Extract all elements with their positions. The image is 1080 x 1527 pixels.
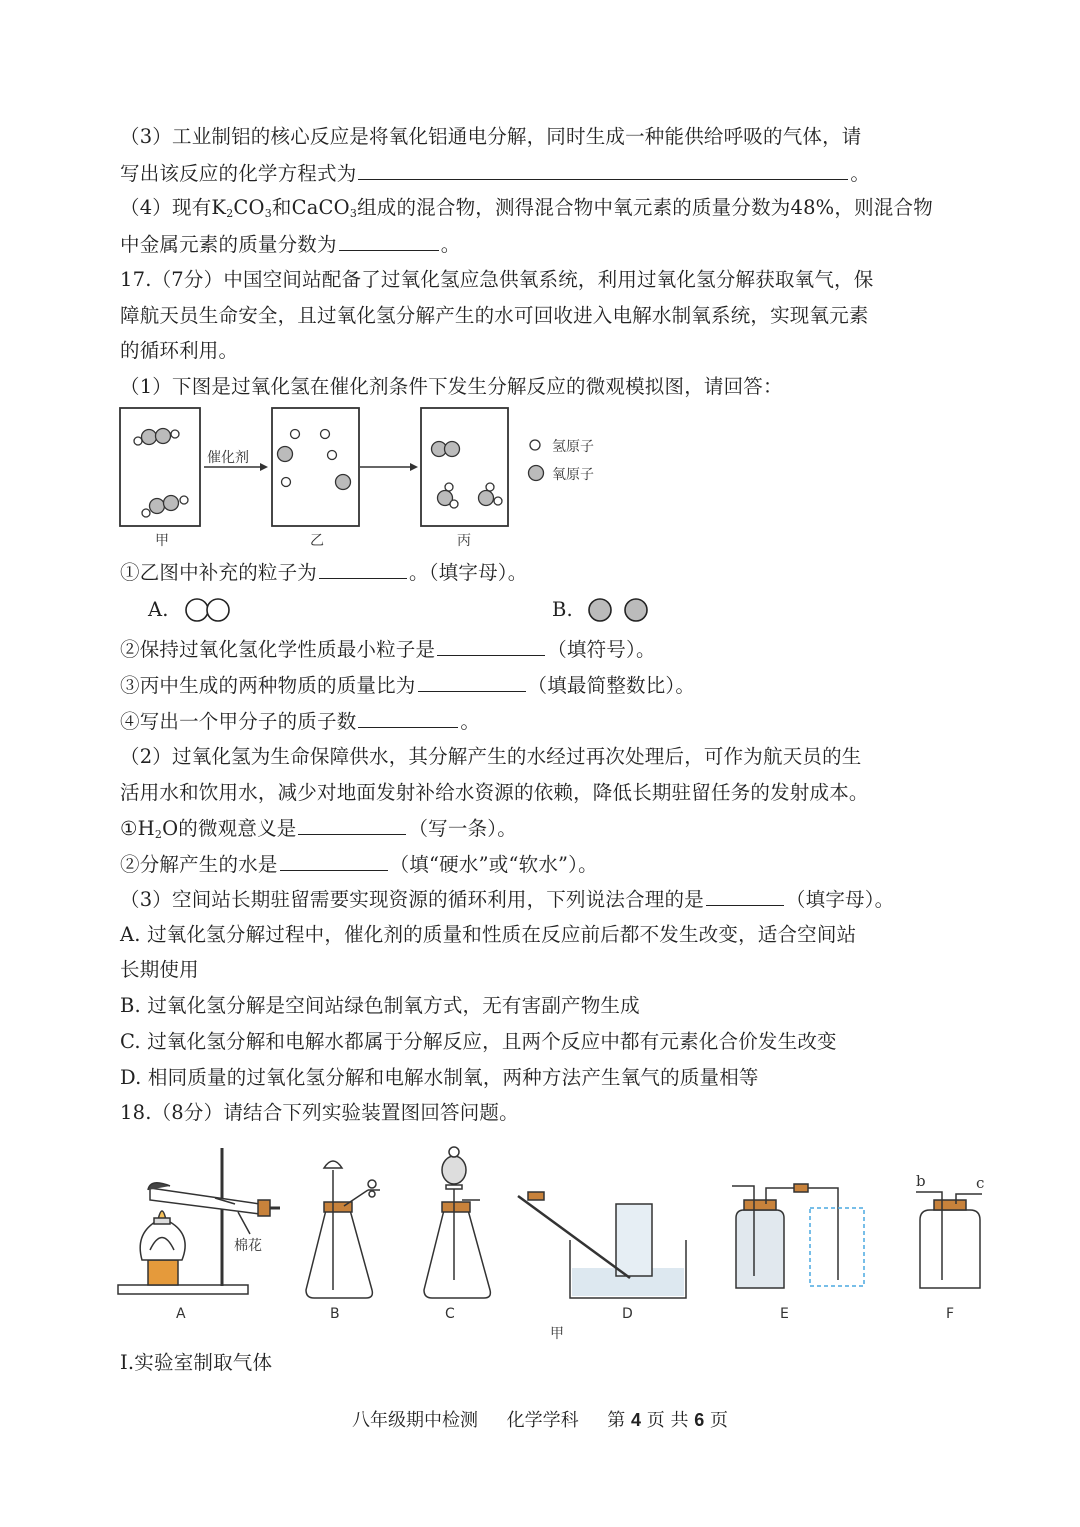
apparatus-b [306,1161,380,1298]
q17-sub3-end: （填最简整数比）。 [527,674,696,697]
q16-part3-line2 [120,161,870,186]
answer-blank[interactable] [358,161,848,180]
label-c: C [445,1306,455,1322]
q16-part3-line1: （3）工业制铝的核心反应是将氧化铝通电分解，同时生成一种能供给呼吸的气体，请 [120,125,862,148]
q17-sub4-end: 。 [460,710,481,733]
footer-page-suffix: 页 [709,1410,728,1431]
label-f: F [946,1306,955,1322]
arrow-head [260,463,268,471]
option-a-molecule [180,596,240,626]
footer-subject: 化学学科 [506,1410,579,1431]
q16-part4-text-c: CO [233,196,265,219]
q16-part4-text-a: （4）现有K [120,196,227,219]
answer-blank[interactable] [358,709,458,728]
q17-sub4-prompt: ④写出一个甲分子的质子数 [120,710,357,733]
label-jia: 甲 [155,533,169,549]
q17-sub6-end: （填“硬水”或“软水”）。 [389,853,598,876]
label-e: E [780,1306,789,1322]
q17-intro-line3: 的循环利用。 [120,339,239,362]
option-b-atoms [583,596,663,626]
apparatus-f [916,1192,982,1288]
apparatus-c [424,1147,490,1298]
section-heading: Ⅰ.实验室制取气体 [120,1351,273,1374]
q17-sub6 [120,852,598,877]
q16-part4-line1 [120,196,933,226]
apparatus-a [118,1148,280,1294]
q17-intro-line2: 障航天员生命安全，且过氧化氢分解产生的水可回收进入电解水制氧系统，实现氧元素 [120,304,869,327]
q16-part4-text-e: 和CaCO [271,196,350,219]
q17-intro-line1: 17.（7分）中国空间站配备了过氧化氢应急供氧系统，利用过氧化氢分解获取氧气，保 [120,268,874,291]
q17-part3-end: （填字母）。 [785,888,895,911]
water-molecule [438,483,459,508]
q17-sub5-text-c: O的微观意义是 [162,817,297,840]
q16-part4-line2 [120,232,460,257]
option-b-label[interactable]: B. [552,598,573,621]
q18-intro: 18.（8分）请结合下列实验装置图回答问题。 [120,1101,519,1124]
arrow-head [410,463,418,471]
oxygen-molecule [432,442,460,457]
label-b: B [330,1306,340,1322]
h2o2-molecule [142,496,188,518]
choice-c: C. 过氧化氢分解和电解水都属于分解反应，且两个反应中都有元素化合价发生改变 [120,1030,837,1053]
port-b-label: b [916,1172,926,1190]
q17-sub3 [120,673,695,698]
q16-part4-text-g: 组成的混合物，测得混合物中氧元素的质量分数为48%，则混合物 [357,196,933,219]
q17-part2-line1: （2）过氧化氢为生命保障供水，其分解产生的水经过再次处理后，可作为航天员的生 [120,745,862,768]
q17-part1: （1）下图是过氧化氢在催化剂条件下发生分解反应的微观模拟图，请回答： [120,375,783,398]
label-a: A [176,1306,186,1322]
catalyst-label: 催化剂 [207,450,249,466]
figure-label: 甲 [550,1326,564,1342]
q17-sub2 [120,637,656,662]
box-bing [421,408,508,526]
q16-part4-end: 。 [440,233,461,256]
footer-page-prefix: 第 [607,1410,626,1431]
choice-a-line1: A. 过氧化氢分解过程中，催化剂的质量和性质在反应前后都不发生改变，适合空间站 [120,923,857,946]
answer-blank[interactable] [418,673,526,692]
label-d: D [622,1306,633,1322]
h2o2-molecule [134,429,179,446]
q17-sub5-end: （写一条）。 [408,817,517,840]
subscript: 3 [264,207,272,220]
subscript: 3 [349,207,358,220]
q17-sub1-prompt: ①乙图中补充的粒子为 [120,561,318,584]
q17-sub2-end: （填符号）。 [547,638,656,661]
legend-hydrogen: 氢原子 [552,439,594,455]
q17-sub2-prompt: ②保持过氧化氢化学性质最小粒子是 [120,638,436,661]
subscript: 2 [226,207,234,220]
choice-d: D. 相同质量的过氧化氢分解和电解水制氧，两种方法产生氧气的质量相等 [120,1066,759,1089]
q16-part3-prompt: 写出该反应的化学方程式为 [120,162,357,185]
q17-part2-line2: 活用水和饮用水，减少对地面发射补给水资源的依赖，降低长期驻留任务的发射成本。 [120,781,869,804]
port-c-label: c [976,1174,985,1192]
choice-b: B. 过氧化氢分解是空间站绿色制氧方式，无有害副产物生成 [120,994,640,1017]
option-a-label[interactable]: A. [148,598,169,621]
footer-grade: 八年级期中检测 [352,1410,479,1431]
q17-sub6-prompt: ②分解产生的水是 [120,853,278,876]
apparatus-e [732,1184,864,1288]
q16-part3-end: 。 [850,162,871,185]
q17-sub4 [120,709,480,734]
micro-model-diagram [110,405,610,550]
footer-page-mid: 页 共 [646,1410,689,1431]
apparatus-figure [110,1140,990,1345]
answer-blank[interactable] [437,637,545,656]
answer-blank[interactable] [280,852,388,871]
box-yi [272,408,359,526]
q17-part3-prompt: （3）空间站长期驻留需要实现资源的循环利用，下列说法合理的是 [120,888,704,911]
q17-sub5 [120,816,517,847]
answer-blank[interactable] [339,232,439,251]
label-yi: 乙 [310,533,324,549]
q17-sub3-prompt: ③丙中生成的两种物质的质量比为 [120,674,416,697]
subscript: 2 [154,828,163,841]
answer-blank[interactable] [319,560,407,579]
q17-part3 [120,887,894,912]
page-footer [0,1406,1080,1432]
footer-page-number: 4 [630,1410,641,1430]
answer-blank[interactable] [298,816,406,835]
q17-sub5-text-a: ①H [120,817,155,840]
legend-oxygen: 氧原子 [552,467,594,483]
answer-blank[interactable] [706,887,784,906]
label-bing: 丙 [457,533,471,549]
apparatus-d [518,1192,686,1298]
q17-sub1 [120,560,527,585]
q16-part4-prompt: 中金属元素的质量分数为 [120,233,337,256]
cotton-label: 棉花 [234,1238,262,1254]
water-molecule [479,483,503,506]
q17-sub1-end: 。（填字母）。 [409,561,528,584]
hydrogen-atom-icon [530,440,540,450]
footer-page-total: 6 [694,1410,705,1430]
separated-atoms [278,430,351,490]
oxygen-atom-icon [529,466,544,481]
choice-a-line2: 长期使用 [120,958,199,981]
